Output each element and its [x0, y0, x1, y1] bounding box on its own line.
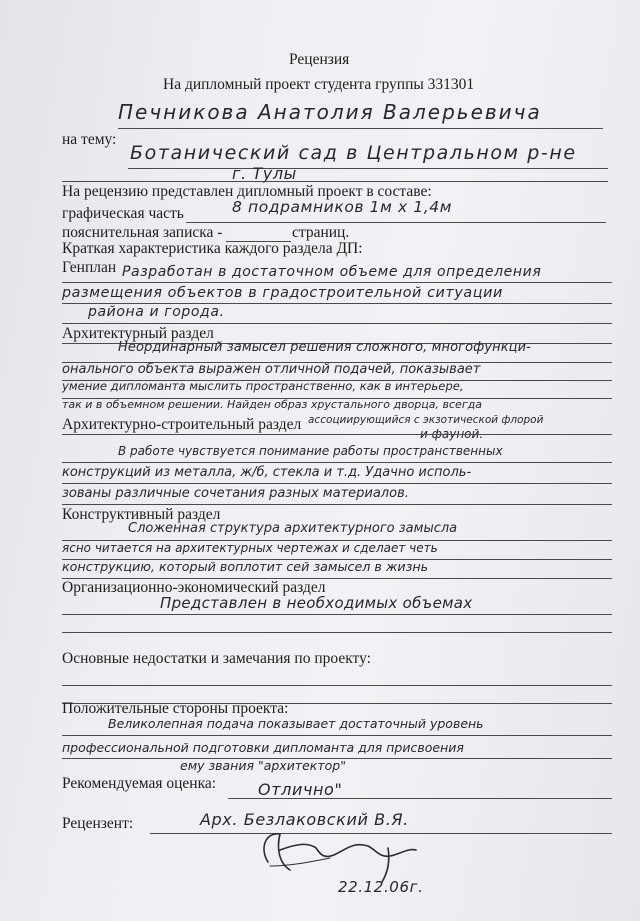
grade-label: Рекомендуемая оценка: [62, 775, 217, 792]
architecture-line-1: Неординарный замысел решения сложного, многофункци- [118, 340, 531, 355]
architecture-line-2: онального объекта выражен отличной подачей, показывает [62, 362, 481, 377]
shortcomings-rule-1 [62, 685, 612, 686]
positives-rule-1 [62, 735, 612, 736]
graphic-part-label: графическая часть [62, 205, 184, 222]
genplan-rule-3 [62, 323, 612, 324]
composition-intro: На рецензию представлен дипломный проект в составе: [62, 183, 432, 200]
economic-line-1: Представлен в необходимых объемах [160, 594, 473, 612]
review-subtitle: На дипломный проект студента группы 331301 [163, 76, 475, 93]
arch-construction-title: Архитектурно-строительный раздел [62, 416, 302, 433]
arch-construction-rule-3 [62, 504, 612, 505]
explanatory-note-label: пояснительная записка - [62, 224, 223, 241]
student-name: Печникова Анатолия Валерьевича [118, 100, 542, 124]
reviewer-label: Рецензент: [62, 815, 134, 832]
structural-title: Конструктивный раздел [62, 506, 221, 523]
summary-intro: Краткая характеристика каждого раздела ДП: [62, 240, 363, 257]
arch-construction-line-3: зованы различные сочетания разных материалов. [62, 486, 409, 501]
architecture-title: Архитектурный раздел [62, 325, 214, 342]
topic-line-1: Ботанический сад в Центральном р-не [130, 142, 577, 164]
structural-line-1: Сложенная структура архитектурного замысла [128, 521, 458, 536]
reviewer-name: Арх. Безлаковский В.Я. [200, 810, 409, 829]
genplan-title: Генплан [62, 259, 117, 276]
graphic-part-value: 8 подрамников 1м х 1,4м [232, 198, 452, 216]
arch-construction-inline: ассоциирующийся с экзотической флорой [308, 414, 544, 426]
genplan-line-3: района и города. [88, 304, 225, 320]
arch-construction-title-rule [62, 434, 612, 435]
economic-rule-1 [62, 614, 612, 615]
positives-line-1: Великолепная подача показывает достаточный уровень [108, 716, 484, 731]
genplan-line-1: Разработан в достаточном объеме для определения [122, 264, 542, 280]
structural-line-2: ясно читается на архитектурных чертежах и сделает четь [62, 541, 438, 555]
topic-label: на тему: [62, 131, 117, 148]
arch-construction-rule-1 [62, 462, 612, 463]
genplan-line-2: размещения объектов в градостроительной ситуации [62, 285, 503, 301]
note-pages-label: страниц. [292, 224, 350, 241]
positives-label: Положительные стороны проекта: [62, 700, 289, 717]
economic-title: Организационно-экономический раздел [62, 579, 326, 596]
arch-construction-inline-2: и фауной. [420, 427, 484, 441]
grade-value: Отлично" [258, 780, 343, 799]
arch-construction-line-2: конструкций из металла, ж/б, стекла и т.д. Удачно исполь- [62, 465, 472, 480]
topic-underline-2 [62, 181, 608, 182]
architecture-line-4: так и в объемном решении. Найден образ хрустального дворца, всегда [62, 398, 482, 411]
genplan-rule-1 [62, 282, 612, 283]
graphic-part-underline [186, 222, 606, 223]
review-date: 22.12.06г. [338, 878, 424, 896]
structural-line-3: конструкцию, который воплотит сей замысел в жизнь [62, 559, 429, 574]
name-underline [118, 128, 603, 129]
topic-line-2: г. Тулы [232, 164, 297, 183]
arch-construction-rule-2 [62, 483, 612, 484]
positives-line-2: профессиональной подготовки дипломанта для присвоения [62, 740, 464, 755]
shortcomings-label: Основные недостатки и замечания по проекту: [62, 650, 371, 667]
economic-rule-2 [62, 632, 612, 633]
architecture-line-3: умение дипломанта мыслить пространственно, как в интерьере, [62, 379, 464, 393]
topic-underline-1 [128, 168, 608, 169]
arch-construction-line-1: В работе чувствуется понимание работы пространственных [118, 444, 503, 458]
review-title: Рецензия [289, 51, 350, 68]
grade-underline [228, 798, 612, 799]
positives-line-3: ему звания "архитектор" [180, 758, 346, 773]
